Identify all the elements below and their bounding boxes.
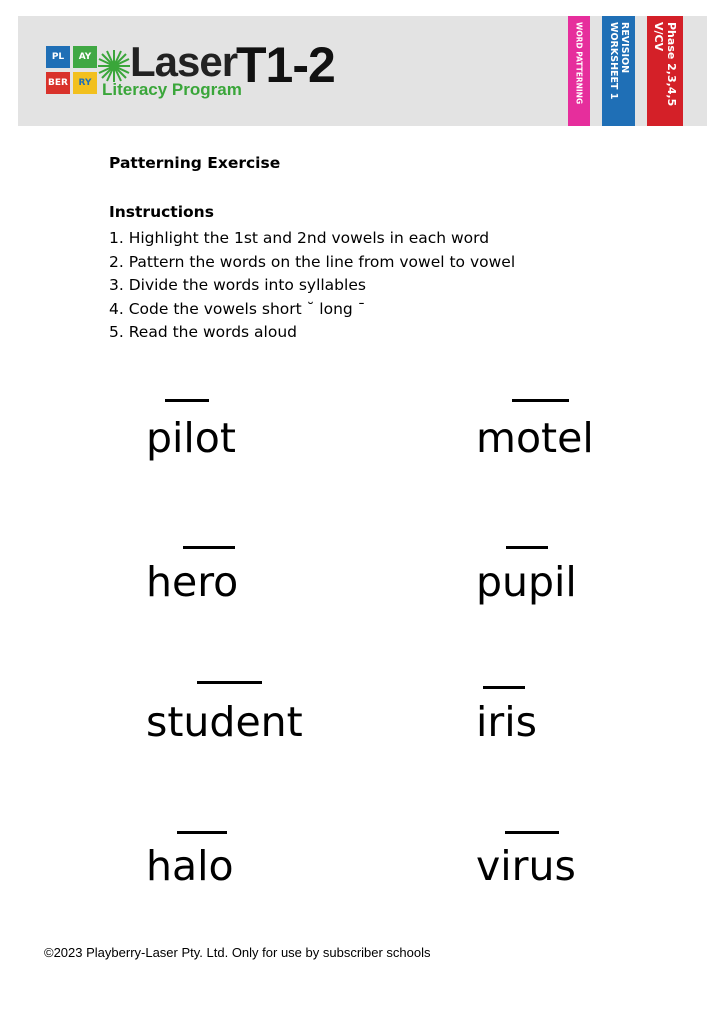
word-student: student: [146, 698, 303, 746]
worksheet-header: [18, 16, 707, 126]
laser-logo: [46, 37, 346, 106]
instructions-list: [109, 227, 515, 345]
instruction-item: 4. Code the vowels short ˘ long ¯: [109, 299, 366, 318]
word-halo: halo: [146, 842, 234, 890]
instruction-item: 5. Read the words aloud: [109, 323, 298, 341]
word-hero: hero: [146, 558, 239, 606]
tab-label: [652, 22, 678, 106]
tab-label-line: REVISION: [618, 22, 630, 74]
pattern-line: [506, 546, 548, 549]
puzzle-piece: RY: [73, 72, 97, 94]
tab-revision-worksheet: [602, 16, 635, 126]
pattern-line: [165, 399, 209, 402]
puzzle-piece: AY: [73, 46, 97, 68]
copyright-footer: ©2023 Playberry-Laser Pty. Ltd. Only for use by subscriber schools: [44, 945, 431, 960]
word-pilot: pilot: [146, 414, 236, 462]
word-motel: motel: [476, 414, 594, 462]
instructions-heading: Instructions: [109, 203, 214, 221]
exercise-title: Patterning Exercise: [109, 154, 281, 172]
pattern-line: [512, 399, 569, 402]
tab-phase: [647, 16, 683, 126]
instruction-item: 1. Highlight the 1st and 2nd vowels in each word: [109, 229, 490, 247]
puzzle-piece: BER: [46, 72, 70, 94]
pattern-line: [177, 831, 227, 834]
puzzle-piece: PL: [46, 46, 70, 68]
tab-label-line: Phase 2,3,4,5: [665, 22, 678, 107]
logo-laser-text: Laser: [130, 38, 238, 85]
pattern-line: [505, 831, 559, 834]
pattern-line: [183, 546, 235, 549]
tab-label-line: V/CV: [652, 22, 665, 52]
word-pupil: pupil: [476, 558, 577, 606]
tab-label-line: WORKSHEET 1: [607, 22, 619, 100]
level-badge: T1-2: [236, 37, 335, 93]
pattern-line: [483, 686, 525, 689]
tab-label: [608, 22, 630, 99]
logo-subtitle: Literacy Program: [102, 80, 242, 99]
laser-star-icon: [96, 48, 132, 84]
tab-word-patterning: [568, 16, 590, 126]
instruction-item: 3. Divide the words into syllables: [109, 276, 366, 294]
word-virus: virus: [476, 842, 576, 890]
playberry-puzzle-logo: [46, 46, 98, 94]
pattern-line: [197, 681, 262, 684]
tab-label: WORD PATTERNING: [574, 22, 584, 105]
instruction-item: 2. Pattern the words on the line from vowel to vowel: [109, 252, 516, 271]
word-iris: iris: [476, 698, 537, 746]
